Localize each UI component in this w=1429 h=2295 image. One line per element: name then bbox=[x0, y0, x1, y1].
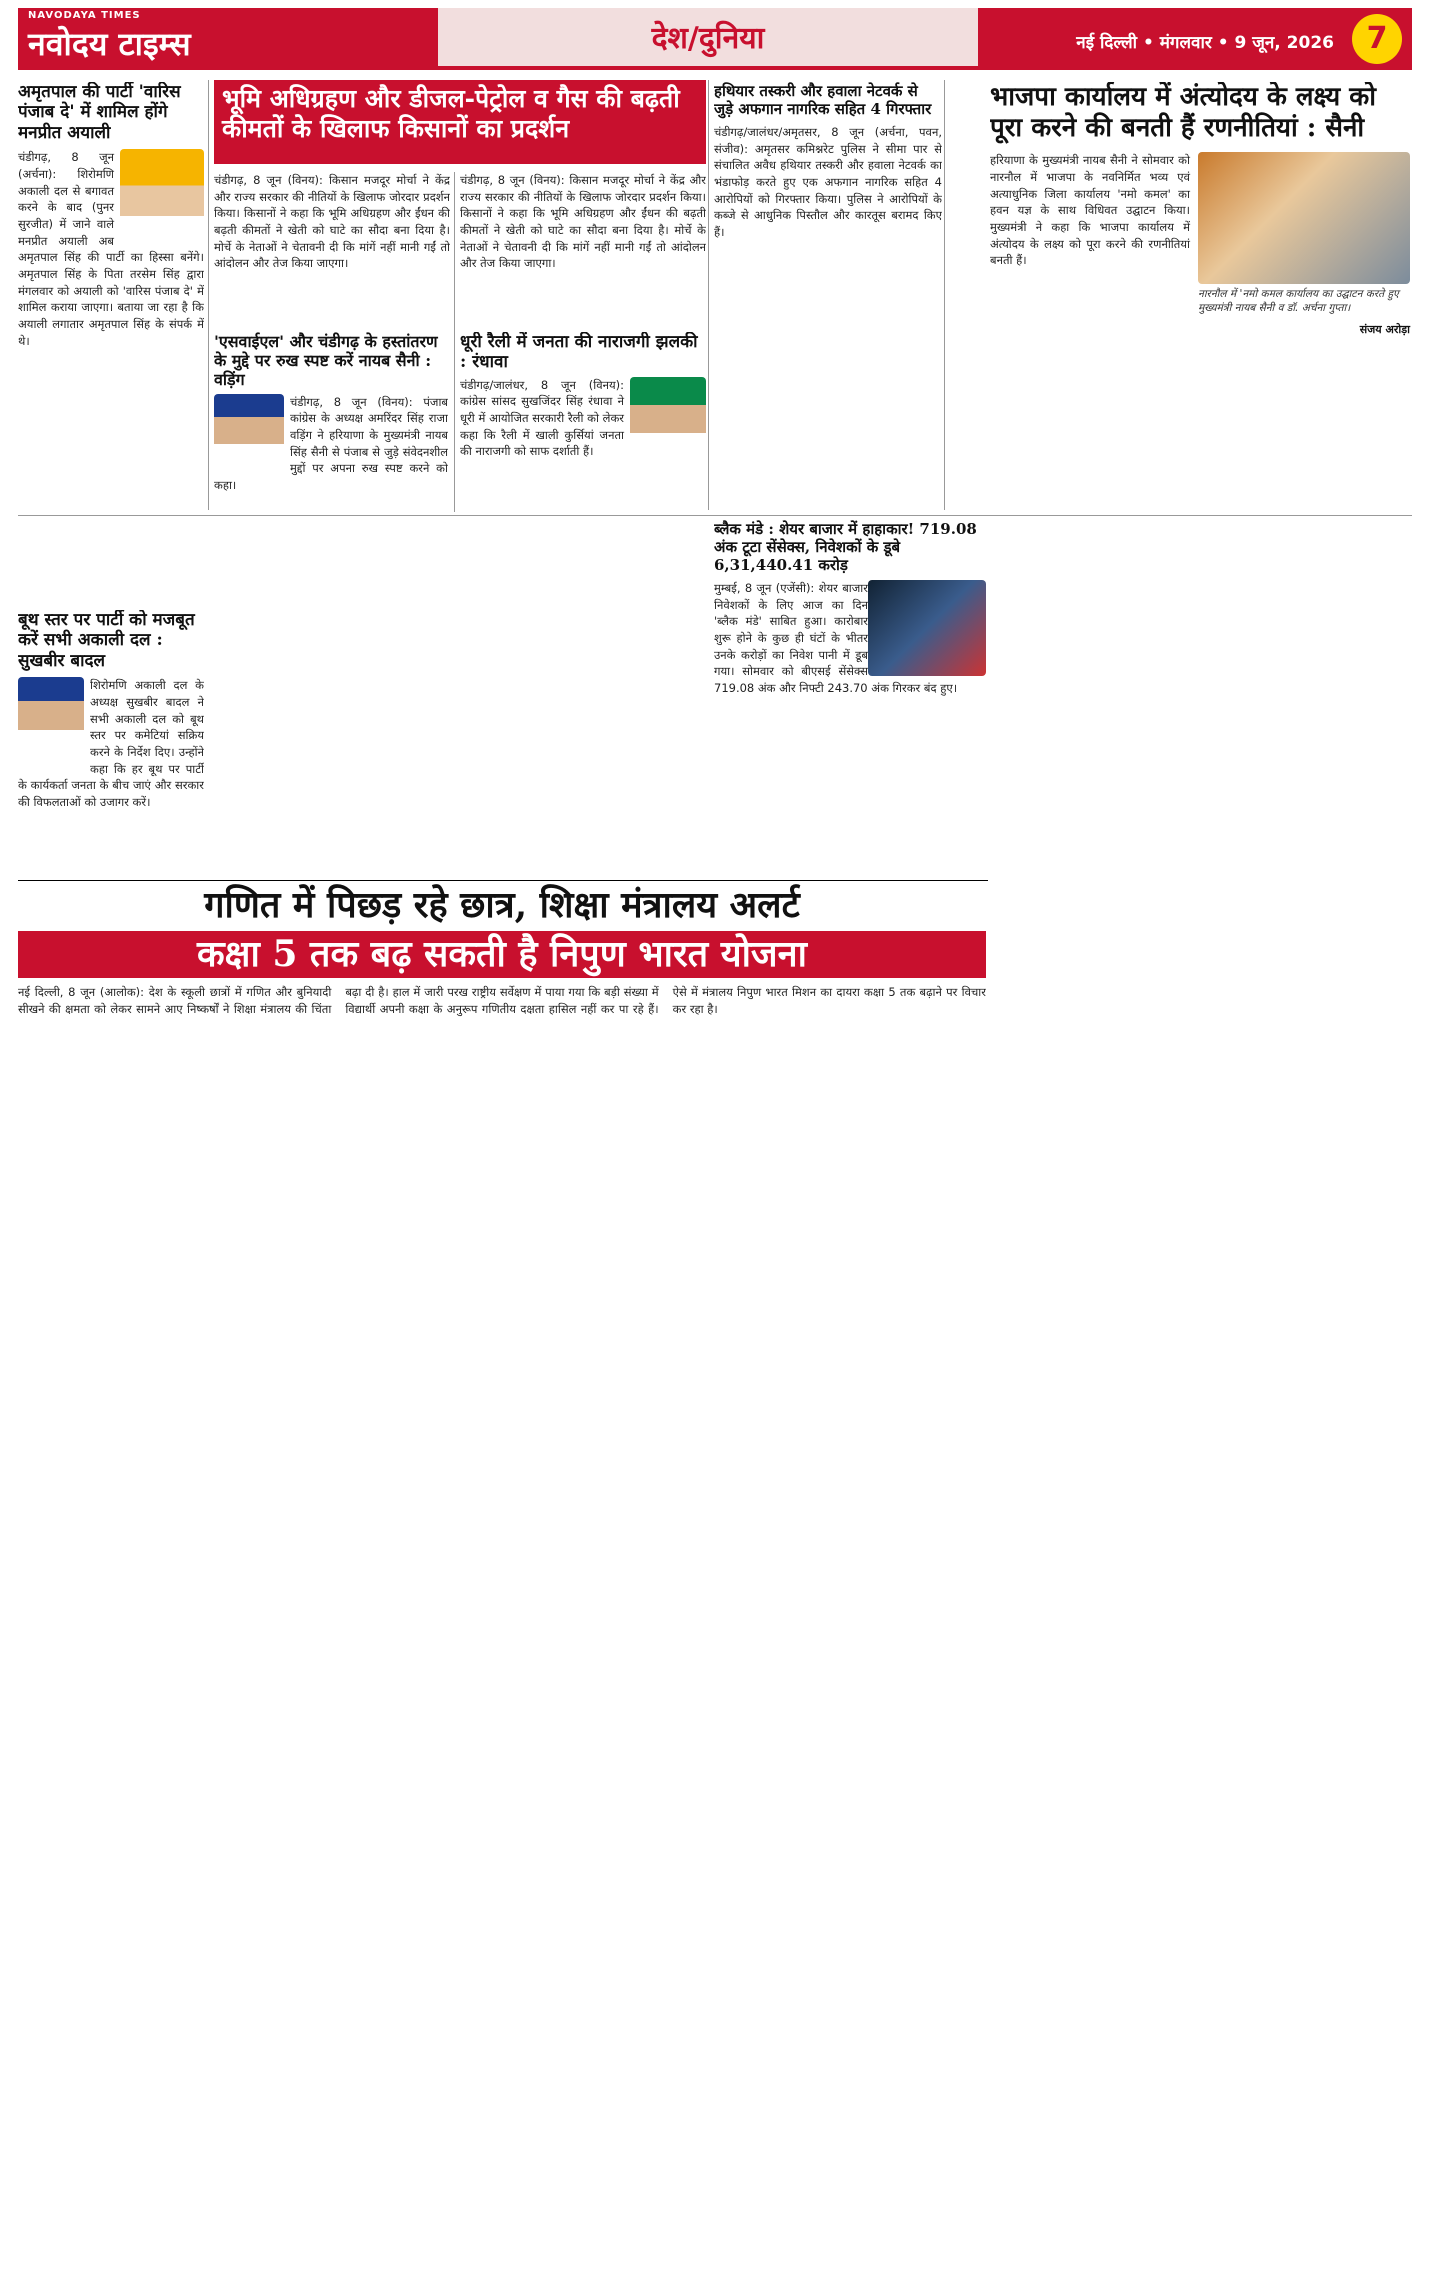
bjp-text-col bbox=[990, 152, 1190, 269]
story-headline: धूरी रैली में जनता की नाराजगी झलकी : रंधावा bbox=[460, 332, 698, 373]
story-land bbox=[214, 172, 450, 322]
story-sabotage bbox=[214, 332, 448, 512]
photo-caption: नारनौल में 'नमो कमल कार्यालय का उद्घाटन करते हुए मुख्यमंत्री नायब सैनी व डॉ. अर्चना गुप्ता। bbox=[1198, 288, 1399, 315]
photo-randhawa bbox=[630, 377, 706, 457]
story-body: चंडीगढ़, 8 जून (अर्चना): शिरोमणि अकाली दल से बगावत करने के बाद (पुनर सुरजीत) में जाने वाले मनप्रीत अयाली अब अमृतपाल सिंह की पार्टी का हिस्सा बनेंगे। अमृतपाल सिंह के पिता तरसेम सिंह द्वारा मंगलवार को अयाली को 'वारिस पंजाब दे' में शामिल कराया जाएगा। बताया जा रहा है कि अयाली लगातार अमृतपाल सिंह के संपर्क में थे। bbox=[18, 150, 204, 348]
column-rule bbox=[208, 80, 209, 510]
story-arms bbox=[714, 82, 942, 507]
story-headline: अमृतपाल की पार्टी 'वारिस पंजाब दे' में शामिल होंगे मनप्रीत अयाली bbox=[18, 82, 181, 143]
column-rule bbox=[944, 80, 945, 510]
story-bjp bbox=[990, 82, 1412, 512]
story-land-headline-box bbox=[214, 80, 706, 164]
story-sukhbir bbox=[18, 610, 204, 900]
photo-bjp bbox=[1198, 152, 1410, 284]
story-headline: भाजपा कार्यालय में अंत्योदय के लक्ष्य को पूरा करने की बनती हैं रणनीतियां : सैनी bbox=[990, 82, 1376, 144]
story-headline: 'एसवाईएल' और चंडीगढ़ के हस्तांतरण के मुद्दे पर रुख स्पष्ट करें नायब सैनी : वड़िंग bbox=[214, 332, 438, 390]
story-body: नई दिल्ली, 8 जून (आलोक): देश के स्कूली छात्रों में गणित और बुनियादी सीखने की क्षमता को लेकर सामने आए निष्कर्षों ने शिक्षा मंत्रालय की चिंता बढ़ा दी है। हाल में जारी परख राष्ट्रीय सर्वेक्षण में पाया गया कि बड़ी संख्या में विद्यार्थी अपनी कक्षा के अनुरूप गणितीय दक्षता हासिल नहीं कर पा रहे हैं। ऐसे में मंत्रालय निपुण भारत मिशन का दायरा कक्षा 5 तक बढ़ाने पर विचार कर रहा है। bbox=[18, 985, 986, 1017]
row-rule bbox=[18, 880, 988, 881]
brand-block bbox=[18, 8, 438, 70]
row-rule bbox=[18, 515, 1412, 516]
story-body: चंडीगढ़, 8 जून (विनय): किसान मजदूर मोर्चा ने केंद्र और राज्य सरकार की नीतियों के खिलाफ जोरदार प्रदर्शन किया। किसानों ने कहा कि भूमि अधिग्रहण और ईंधन की बढ़ती कीमतों ने खेती को घाटे का सौदा बना दिया है। मोर्चे के नेताओं ने चेतावनी दी कि मांगें नहीं मानी गईं तो आंदोलन और तेज किया जाएगा। bbox=[460, 173, 706, 271]
photo-warring bbox=[214, 394, 284, 470]
story-body: चंडीगढ़/जालंधर, 8 जून (विनय): कांग्रेस सांसद सुखजिंदर सिंह रंधावा ने धूरी में आयोजित सरकारी रैली को लेकर कहा कि रैली में खाली कुर्सियां जनता की नाराजगी को साफ दर्शाती हैं। bbox=[460, 377, 624, 459]
date-block bbox=[978, 8, 1412, 70]
story-randhawa bbox=[460, 332, 706, 512]
story-amritpal bbox=[18, 82, 204, 512]
story-body: चंडीगढ़, 8 जून (विनय): किसान मजदूर मोर्चा ने केंद्र और राज्य सरकार की नीतियों के खिलाफ जोरदार प्रदर्शन किया। किसानों ने कहा कि भूमि अधिग्रहण और ईंधन की बढ़ती कीमतों ने खेती को घाटे का सौदा बना दिया है। मोर्चे के नेताओं ने चेतावनी दी कि मांगें नहीं मानी गईं तो आंदोलन और तेज किया जाएगा। bbox=[214, 173, 450, 271]
page-number: 7 bbox=[1352, 14, 1402, 64]
story-maths bbox=[18, 884, 986, 1034]
story-body: हरियाणा के मुख्यमंत्री नायब सैनी ने सोमवार को नारनौल में भाजपा के नवनिर्मित भव्य एवं अत्याधुनिक जिला कार्यालय 'नमो कमल' का हवन यज्ञ के साथ विधिवत उद्घाटन किया। मुख्यमंत्री ने कहा कि भाजपा कार्यालय में अंत्योदय के लक्ष्य को पूरा करने की रणनीतियां बनती हैं। bbox=[990, 153, 1190, 268]
story-body: मुम्बई, 8 जून (एजेंसी): शेयर बाजार निवेशकों के लिए आज का दिन 'ब्लैक मंडे' साबित हुआ। कारोबार शुरू होने के कुछ ही घंटों के भीतर उनके करोड़ों का निवेश पानी में डूब गया। सोमवार को बीएसई सेंसेक्स 719.08 अंक और निफ्टी 243.70 अंक गिरकर बंद हुए। bbox=[714, 581, 958, 696]
story-headline: ब्लैक मंडे : शेयर बाजार में हाहाकार! 719.08 अंक टूटा सेंसेक्स, निवेशकों के डूबे 6,31,440.41 करोड़ bbox=[714, 520, 977, 574]
section-block bbox=[438, 8, 978, 70]
photo-sukhbir bbox=[18, 677, 84, 757]
brand-logo: नवोदय टाइम्स bbox=[28, 25, 191, 63]
story-land-cont bbox=[460, 172, 706, 322]
column-rule bbox=[454, 172, 455, 512]
story-headline: भूमि अधिग्रहण और डीजल-पेट्रोल व गैस की बढ़ती कीमतों के खिलाफ किसानों का प्रदर्शन bbox=[214, 80, 706, 164]
story-body: चंडीगढ़/जालंधर/अमृतसर, 8 जून (अर्चना, पवन, संजीव): अमृतसर कमिश्नरेट पुलिस ने सीमा पार से संचालित अवैध हथियार तस्करी और हवाला नेटवर्क का भंडाफोड़ करते हुए एक अफगान नागरिक सहित 4 आरोपियों को गिरफ्तार किया। पुलिस ने आरोपियों के कब्जे से आधुनिक पिस्तौल और कारतूस बरामद किए हैं। bbox=[714, 125, 942, 240]
story-headline-2: कक्षा 5 तक बढ़ सकती है निपुण भारत योजना bbox=[18, 931, 986, 978]
photo-market bbox=[868, 580, 986, 676]
story-market bbox=[714, 520, 986, 865]
story-body: चंडीगढ़, 8 जून (विनय): पंजाब कांग्रेस के अध्यक्ष अमरिंदर सिंह राजा वड़िंग ने हरियाणा के मुख्यमंत्री नायब सिंह सैनी से पंजाब से जुड़े संवेदनशील मुद्दों पर अपना रुख स्पष्ट करने को कहा। bbox=[214, 394, 448, 492]
bjp-photo-col bbox=[1198, 152, 1410, 336]
brand-small: NAVODAYA TIMES bbox=[28, 10, 141, 21]
story-headline: हथियार तस्करी और हवाला नेटवर्क से जुड़े अफगान नागरिक सहित 4 गिरफ्तार bbox=[714, 82, 932, 118]
masthead bbox=[18, 8, 1412, 70]
column-rule bbox=[708, 80, 709, 510]
byline: संजय अरोड़ा bbox=[1359, 322, 1410, 336]
story-headline: बूथ स्तर पर पार्टी को मजबूत करें सभी अकाली दल : सुखबीर बादल bbox=[18, 610, 195, 671]
dateline: नई दिल्ली • मंगलवार • 9 जून, 2026 bbox=[1076, 33, 1334, 53]
photo-amritpal bbox=[120, 149, 204, 245]
story-headline-1: गणित में पिछड़ रहे छात्र, शिक्षा मंत्रालय अलर्ट bbox=[204, 884, 800, 926]
story-body: शिरोमणि अकाली दल के अध्यक्ष सुखबीर बादल ने सभी अकाली दल को बूथ स्तर पर कमेटियां सक्रिय करने के निर्देश दिए। उन्होंने कहा कि हर बूथ पर पार्टी के कार्यकर्ता जनता के बीच जाएं और सरकार की विफलताओं को उजागर करें। bbox=[18, 678, 204, 809]
section-title: देश/दुनिया bbox=[651, 21, 765, 56]
